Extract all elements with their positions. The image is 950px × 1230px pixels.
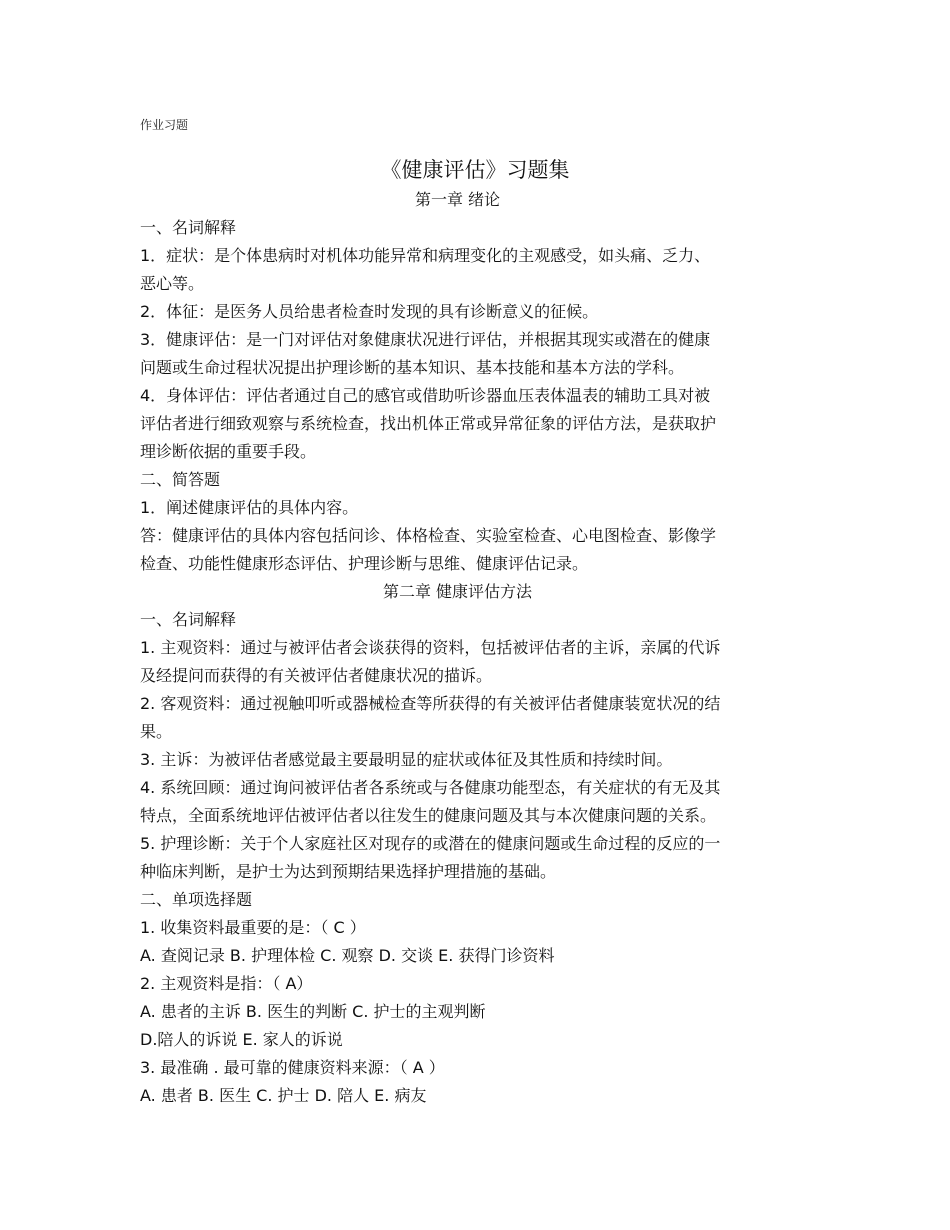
text-line: 一、名词解释 xyxy=(140,218,237,237)
document-body xyxy=(140,186,775,1110)
text-line: 1．症状：是个体患病时对机体功能异常和病理变化的主观感受，如头痛、乏力、 xyxy=(140,246,711,265)
text-line: 2. 客观资料：通过视触叩听或器械检查等所获得的有关被评估者健康装宽状况的结 xyxy=(140,694,721,713)
text-line: 恶心等。 xyxy=(140,274,205,293)
chapter-heading: 第二章 健康评估方法 xyxy=(382,582,533,601)
document-title: 《健康评估》习题集 xyxy=(380,158,570,182)
text-line: 二、单项选择题 xyxy=(140,890,253,909)
text-line: D.陪人的诉说 E. 家人的诉说 xyxy=(140,1030,343,1049)
text-line: 一、名词解释 xyxy=(140,610,237,629)
text-line: 特点，全面系统地评估被评估者以往发生的健康问题及其与本次健康问题的关系。 xyxy=(140,806,717,825)
text-line: 2．体征：是医务人员给患者检查时发现的具有诊断意义的征候。 xyxy=(140,302,599,321)
text-line: 问题或生命过程状况提出护理诊断的基本知识、基本技能和基本方法的学科。 xyxy=(140,358,685,377)
text-line: A. 患者的主诉 B. 医生的判断 C. 护士的主观判断 xyxy=(140,1002,486,1021)
text-line: 种临床判断，是护士为达到预期结果选择护理措施的基础。 xyxy=(140,862,557,881)
text-line: 1．阐述健康评估的具体内容。 xyxy=(140,498,359,517)
text-line: 3．健康评估：是一门对评估对象健康状况进行评估，并根据其现实或潜在的健康 xyxy=(140,330,711,349)
text-line: 3. 主诉：为被评估者感觉最主要最明显的症状或体征及其性质和持续时间。 xyxy=(140,750,673,769)
text-line: 检查、功能性健康形态评估、护理诊断与思维、健康评估记录。 xyxy=(140,554,589,573)
text-line: 答：健康评估的具体内容包括问诊、体格检查、实验室检查、心电图检查、影像学 xyxy=(140,526,717,545)
text-line: A. 患者 B. 医生 C. 护士 D. 陪人 E. 病友 xyxy=(140,1086,427,1105)
text-line: 果。 xyxy=(140,722,173,741)
text-line: 4. 系统回顾：通过询问被评估者各系统或与各健康功能型态，有关症状的有无及其 xyxy=(140,778,721,797)
text-line: A. 查阅记录 B. 护理体检 C. 观察 D. 交谈 E. 获得门诊资料 xyxy=(140,946,555,965)
text-line: 5. 护理诊断：关于个人家庭社区对现存的或潜在的健康问题或生命过程的反应的一 xyxy=(140,834,721,853)
text-line: 及经提问而获得的有关被评估者健康状况的描诉。 xyxy=(140,666,493,685)
text-line: 评估者进行细致观察与系统检查，找出机体正常或异常征象的评估方法，是获取护 xyxy=(140,414,717,433)
text-line: 4．身体评估：评估者通过自己的感官或借助听诊器血压表体温表的辅助工具对被 xyxy=(140,386,711,405)
header-note: 作业习题 xyxy=(140,118,189,132)
text-line: 1. 主观资料：通过与被评估者会谈获得的资料，包括被评估者的主诉，亲属的代诉 xyxy=(140,638,721,657)
text-line: 理诊断依据的重要手段。 xyxy=(140,442,317,461)
text-line: 二、简答题 xyxy=(140,470,221,489)
text-line: 2. 主观资料是指：（ A） xyxy=(140,974,313,993)
chapter-heading: 第一章 绪论 xyxy=(414,190,501,209)
text-line: 1. 收集资料最重要的是：（ C ） xyxy=(140,918,366,937)
text-line: 3. 最准确 . 最可靠的健康资料来源：（ A ） xyxy=(140,1058,445,1077)
